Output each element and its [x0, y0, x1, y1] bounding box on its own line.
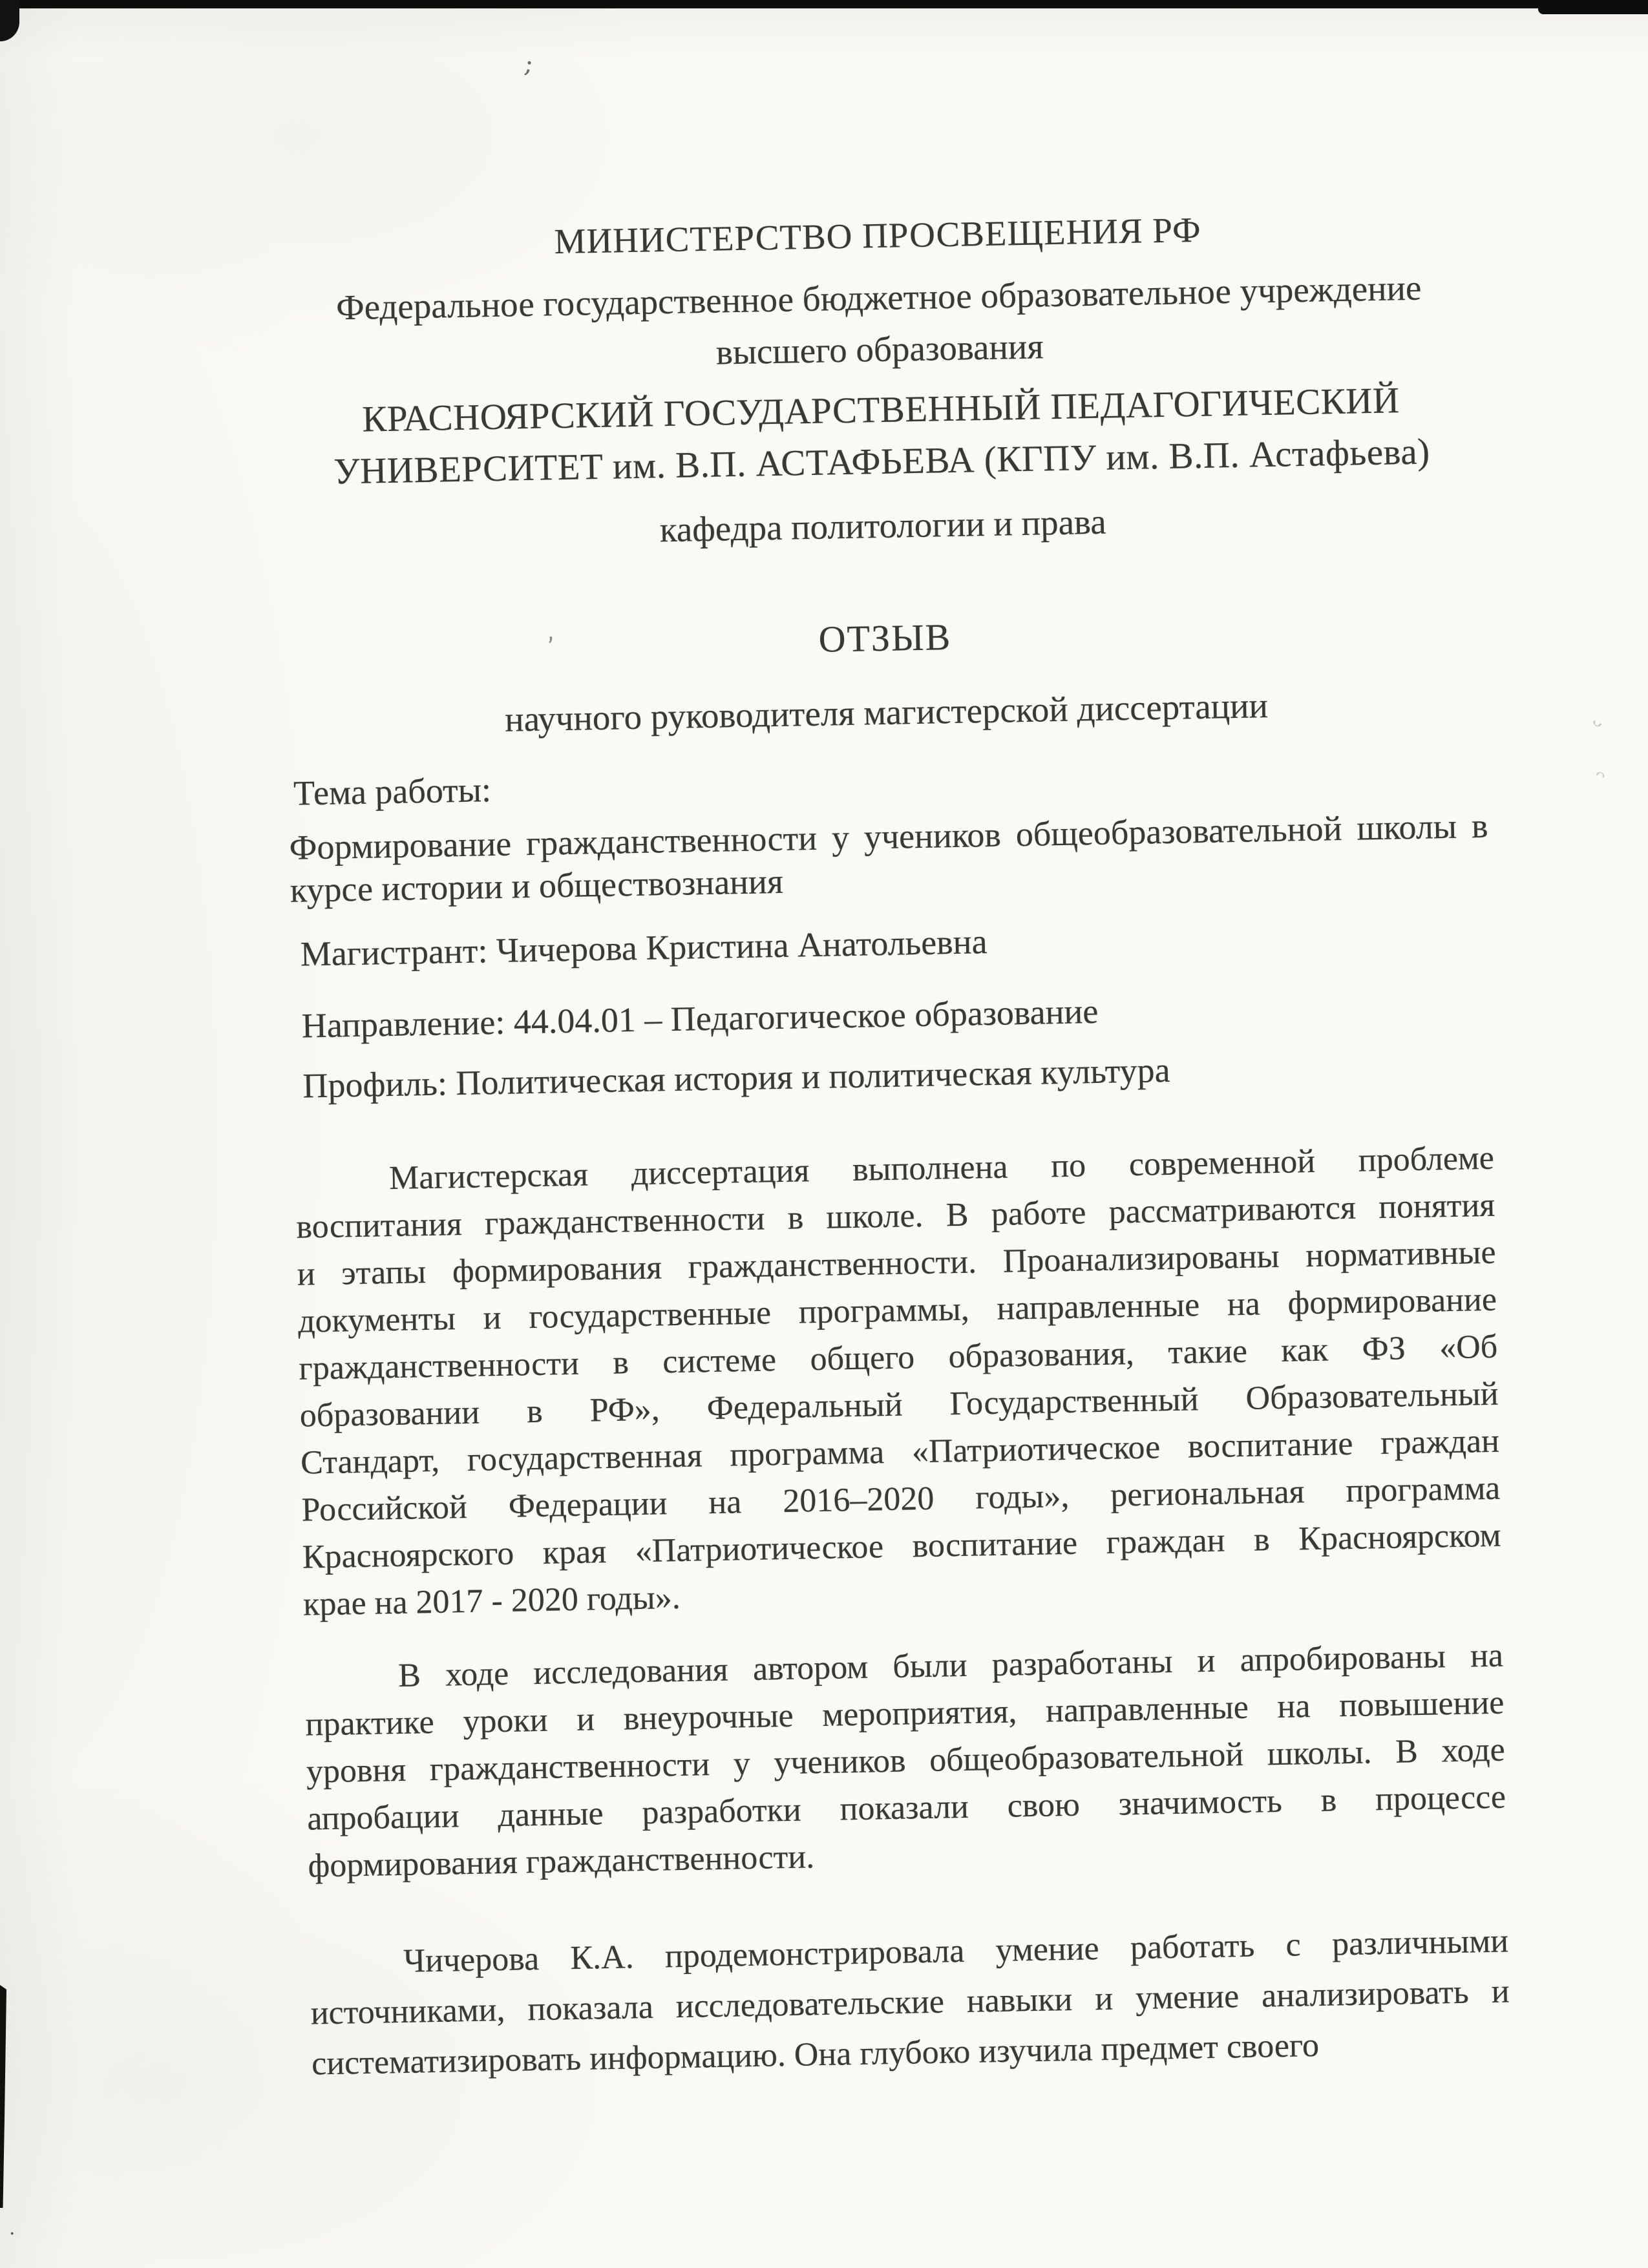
text-line: курсе истории и обществознания [290, 861, 784, 910]
scan-speck: · [9, 2223, 16, 2245]
text-line: гражданственности в системе общего образования, такие как ФЗ «Об [298, 1328, 1498, 1387]
institution-line-1: Федеральное государственное бюджетное образовательное учреждение [335, 268, 1422, 328]
topic-label: Тема работы: [293, 770, 492, 813]
text-line: формирования гражданственности. [308, 1838, 815, 1885]
institution-heading [279, 261, 1480, 386]
paragraph [304, 1632, 1507, 1890]
topic-text [289, 804, 1489, 912]
scan-speck: ’ [545, 631, 559, 661]
scanner-edge-left-streak [0, 1985, 6, 2208]
institution-line-2: высшего образования [715, 326, 1044, 372]
text-line: образовании в РФ», Федеральный Государственный Образовательный [299, 1375, 1499, 1434]
scanner-corner-top-left [0, 0, 19, 41]
scanner-corner-top-right [1538, 0, 1648, 14]
review-title: ОТЗЫВ [818, 616, 952, 660]
text-line: Формирование гражданственности у учеников общеобразовательной школы в [289, 806, 1488, 867]
document-content [278, 201, 1511, 2090]
text-line: Стандарт, государственная программа «Патриотическое воспитание граждан [300, 1422, 1500, 1482]
text-line: крае на 2017 - 2020 годы». [302, 1579, 681, 1623]
scan-speck: ᵕ [1585, 708, 1608, 742]
university-heading [281, 373, 1482, 499]
university-line-1: КРАСНОЯРСКИЙ ГОСУДАРСТВЕННЫЙ ПЕДАГОГИЧЕСКИЙ [361, 380, 1400, 440]
scan-speck: ᵔ [1589, 762, 1610, 797]
text-line: источниками, показала исследовательские навыки и умение анализировать и [310, 1973, 1510, 2032]
text-line: В ходе исследования автором были разработаны и апробированы на [397, 1637, 1504, 1694]
text-line: систематизировать информацию. Она глубоко изучила предмет своего [311, 2026, 1320, 2083]
text-line: уровня гражданственности у учеников общеобразовательной школы. В ходе [306, 1731, 1506, 1790]
text-line: Красноярского края «Патриотическое воспитание граждан в Красноярском [302, 1517, 1502, 1576]
ministry-heading: МИНИСТЕРСТВО ПРОСВЕЩЕНИЯ РФ [554, 209, 1202, 262]
text-line: Российской Федерации на 2016–2020 годы», региональная программа [301, 1469, 1501, 1529]
scan-speck: ; [522, 48, 536, 79]
text-line: и этапы формирования гражданственности. Проанализированы нормативные [297, 1234, 1497, 1293]
review-subtitle: научного руководителя магистерской диссертации [504, 686, 1269, 739]
text-line: документы и государственные программы, направленные на формирование [297, 1281, 1497, 1340]
paragraph [310, 1916, 1511, 2090]
student-line: Магистрант: Чичерова Кристина Анатольевна [300, 922, 988, 974]
text-line: Магистерская диссертация выполнена по современной проблеме [388, 1139, 1495, 1197]
university-line-2: УНИВЕРСИТЕТ им. В.П. АСТАФЬЕВА (КГПУ им. В.П. Астафьева) [333, 431, 1431, 492]
direction-line: Направление: 44.04.01 – Педагогическое образование [301, 991, 1099, 1045]
department-line: кафедра политологии и права [659, 501, 1107, 550]
text-line: воспитания гражданственности в школе. В работе рассматриваются понятия [295, 1186, 1495, 1246]
text-line: практике уроки и внеурочные мероприятия, направленные на повышение [305, 1684, 1505, 1743]
scanner-edge-top [0, 0, 1648, 8]
profile-line: Профиль: Политическая история и политическая культура [302, 1050, 1171, 1106]
paragraph [295, 1135, 1502, 1628]
text-line: апробации данные разработки показали свою значимость в процессе [306, 1778, 1506, 1838]
text-line: Чичерова К.А. продемонстрировала умение работать с различными [403, 1922, 1509, 1980]
